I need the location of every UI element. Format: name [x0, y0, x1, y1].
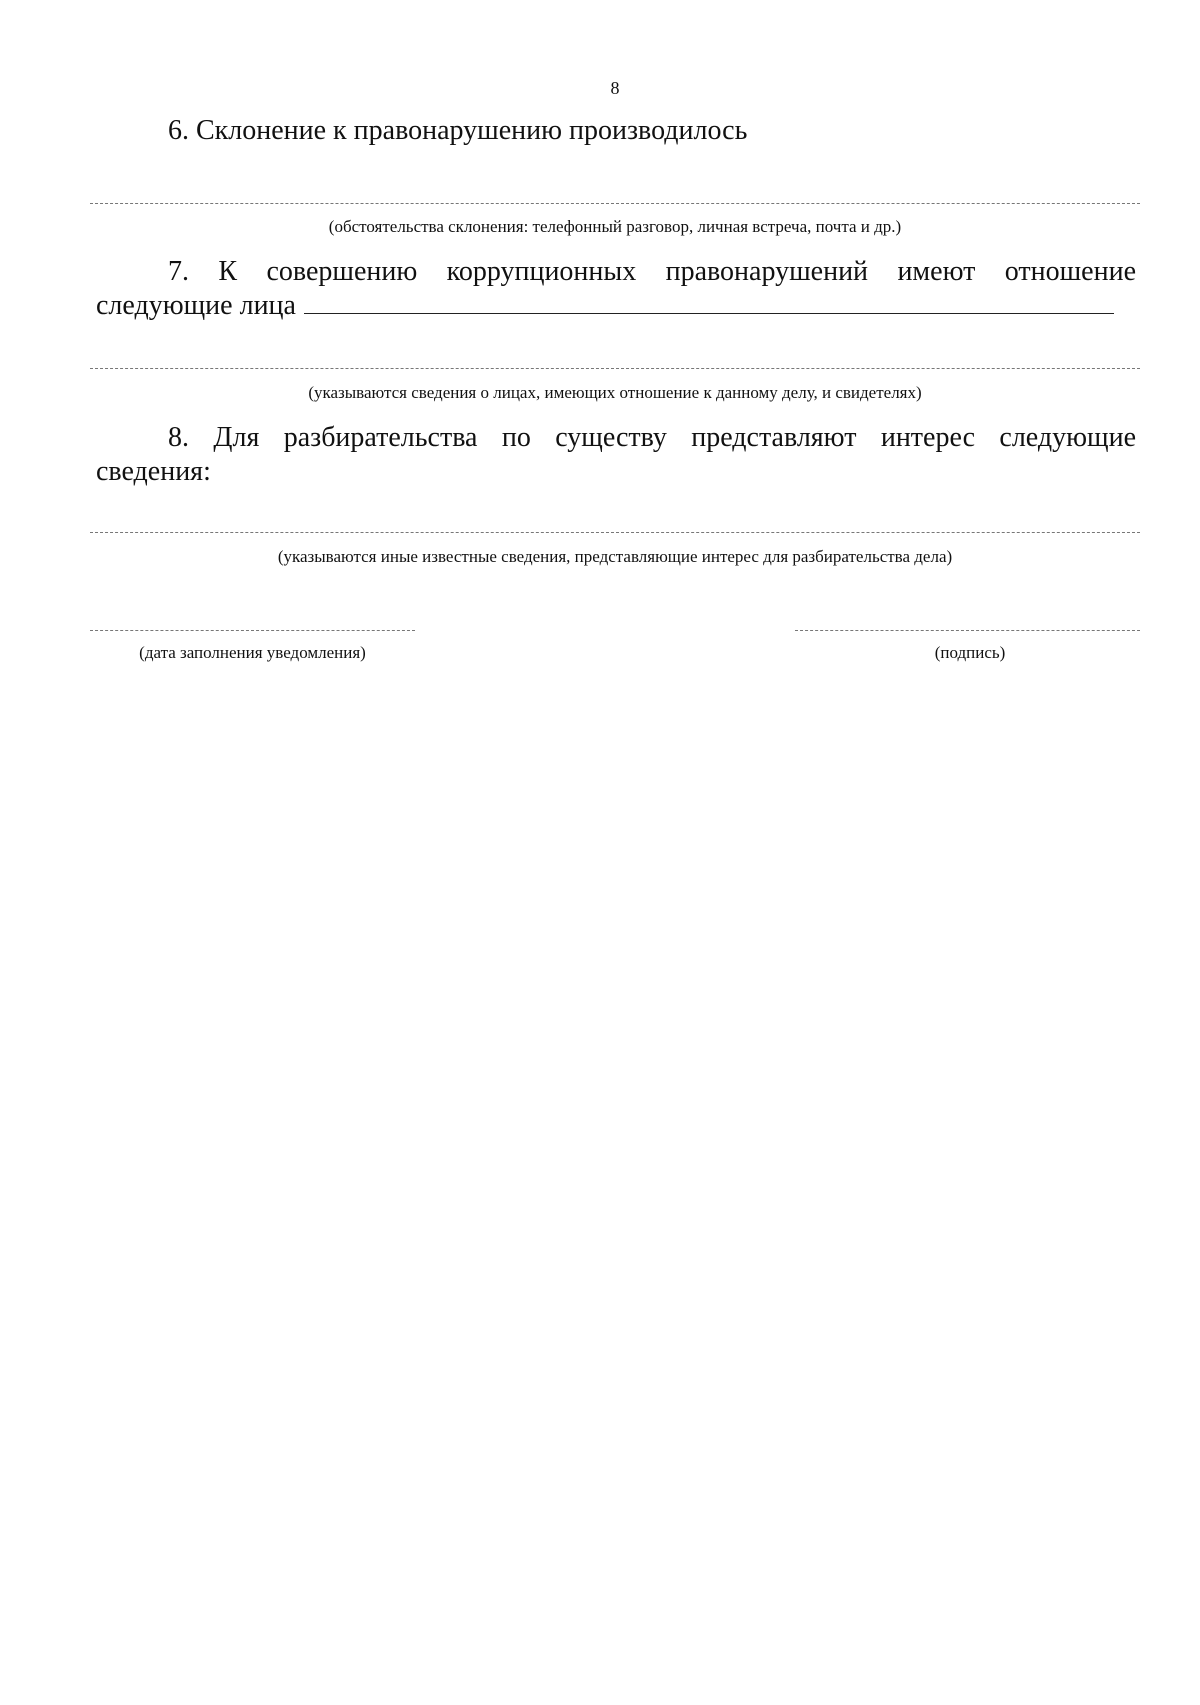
item-8-line1: 8. Для разбирательства по существу представляют интерес следующие: [168, 422, 1136, 453]
page-number: 8: [610, 78, 620, 98]
item-7-line1: 7. К совершению коррупционных правонарушений имеют отношение: [168, 256, 1136, 287]
date-fill-line: [90, 630, 415, 631]
item-7-caption: (указываются сведения о лицах, имеющих отношение к данному делу, и свидетелях): [308, 383, 922, 402]
item-7-line2-row: [96, 289, 1136, 323]
item-6-caption: (обстоятельства склонения: телефонный разговор, личная встреча, почта и др.): [328, 217, 902, 236]
item-6-fill-line: [90, 203, 1140, 204]
item-8-fill-line: [90, 532, 1140, 533]
date-caption: (дата заполнения уведомления): [139, 643, 366, 662]
item-8-line2: сведения:: [96, 456, 211, 487]
item-6-text: 6. Склонение к правонарушению производилось: [168, 115, 748, 146]
item-7-inline-fill-line: [304, 312, 1114, 314]
item-7-line2: следующие лица: [96, 290, 296, 321]
signature-caption: (подпись): [934, 643, 1006, 662]
item-8-caption: (указываются иные известные сведения, представляющие интерес для разбирательства дела): [277, 547, 953, 566]
signature-fill-line: [795, 630, 1140, 631]
item-7-fill-line: [90, 368, 1140, 369]
